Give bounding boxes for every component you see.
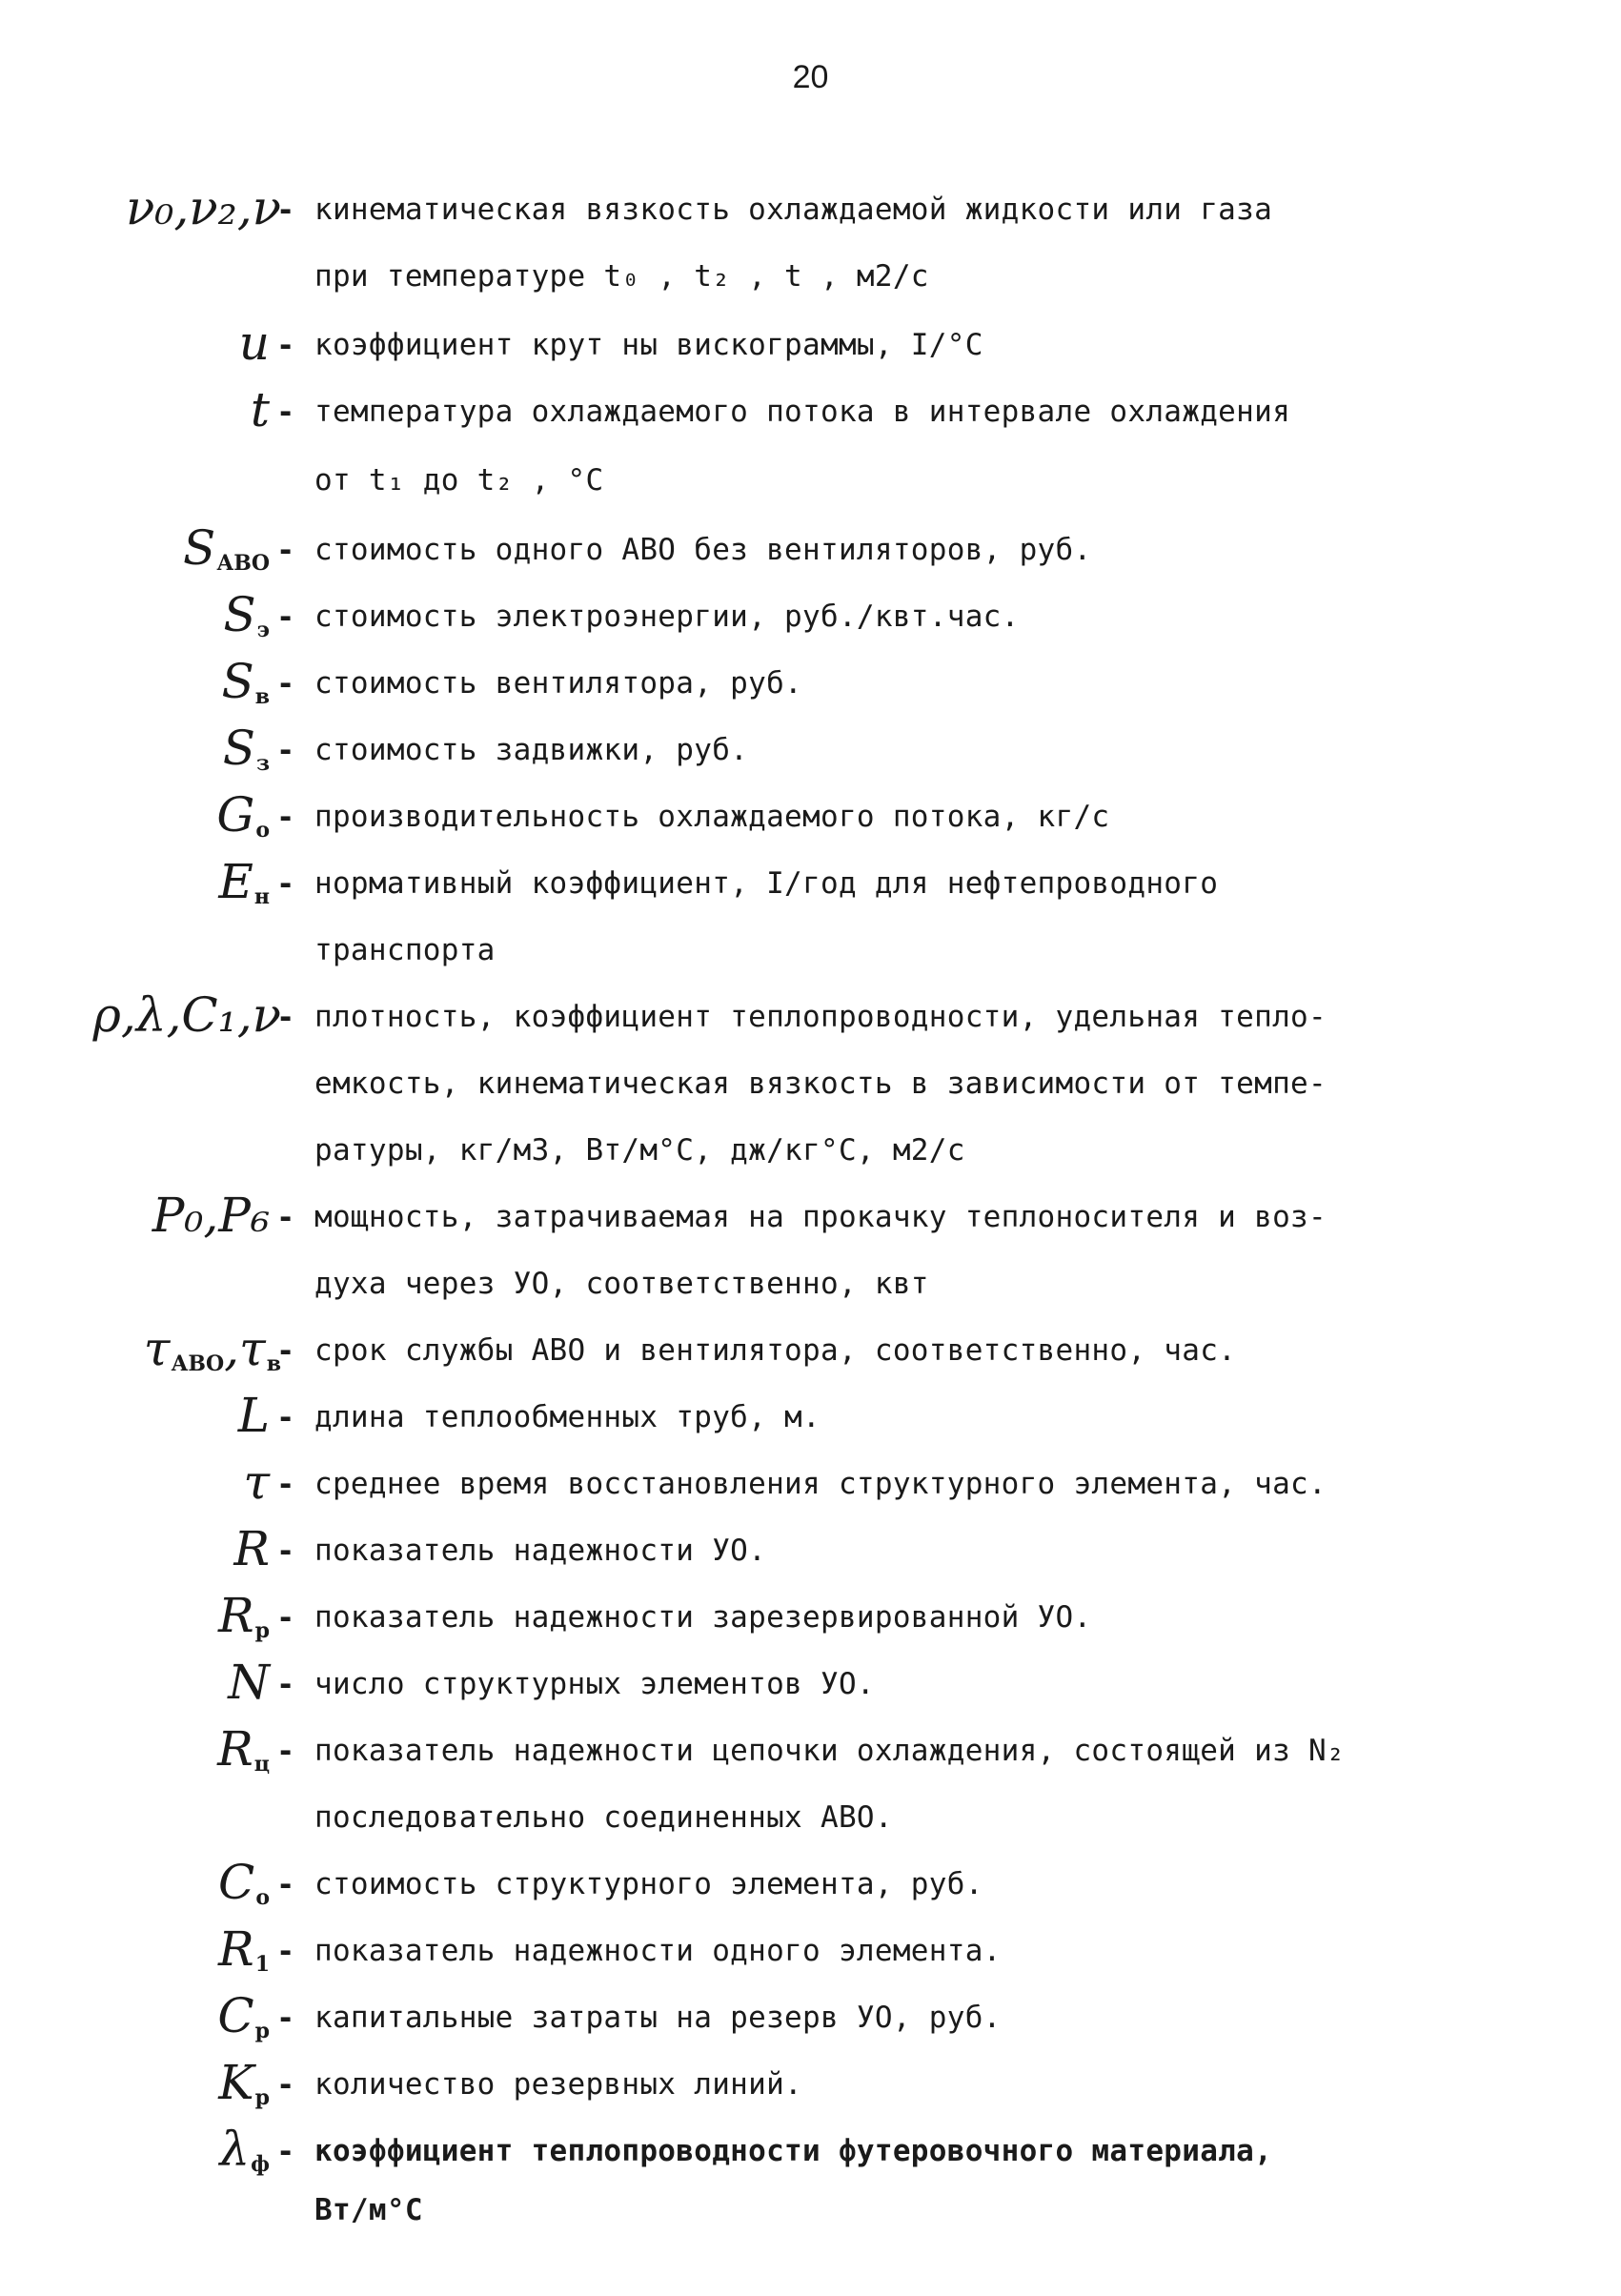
definition-line: показатель надежности цепочки охлаждения, состоящей из N₂ bbox=[314, 1734, 1345, 1768]
definition-line: кинематическая вязкость охлаждаемой жидкости или газа bbox=[314, 193, 1273, 227]
definition-line: показатель надежности одного элемента. bbox=[314, 1934, 1002, 1968]
symbol: N bbox=[228, 1655, 270, 1710]
definition-line: стоимость одного АВО без вентиляторов, руб. bbox=[314, 533, 1092, 567]
definition-line: число структурных элементов УО. bbox=[314, 1667, 875, 1701]
definition-line: длина теплообменных труб, м. bbox=[314, 1400, 821, 1434]
definition-line: духа через УО, соответственно, квт bbox=[314, 1267, 929, 1301]
symbol: $G_о$ bbox=[216, 787, 270, 843]
definition-line: коэффициент крут ны вискограммы, I/°C bbox=[314, 328, 983, 362]
symbol: R bbox=[233, 1521, 270, 1576]
symbol: $\lambda_ф$ bbox=[219, 2122, 270, 2177]
symbol: t bbox=[250, 382, 270, 437]
symbol: L bbox=[237, 1388, 270, 1443]
symbol: $S_в$ bbox=[221, 654, 270, 709]
symbol: u bbox=[238, 315, 270, 371]
symbol: ρ,λ,C₁,ν bbox=[92, 987, 281, 1043]
definition-line: последовательно соединенных АВО. bbox=[314, 1800, 893, 1835]
definition-line: срок службы АВО и вентилятора, соответственно, час. bbox=[314, 1333, 1237, 1368]
symbol: $R_р$ bbox=[217, 1588, 270, 1643]
symbol: ν₀,ν₂,ν bbox=[125, 180, 281, 235]
definition-line: температура охлаждаемого потока в интервале охлаждения bbox=[314, 395, 1291, 429]
definition-line: среднее время восстановления структурного элемента, час. bbox=[314, 1467, 1327, 1501]
symbol: $R_1$ bbox=[218, 1921, 270, 1977]
definition-line: плотность, коэффициент теплопроводности, удельная тепло- bbox=[314, 1000, 1327, 1034]
definition-line: стоимость структурного элемента, руб. bbox=[314, 1867, 983, 1901]
definition-line: транспорта bbox=[314, 933, 496, 967]
symbol: $\tau_{АВО},\tau_в$ bbox=[143, 1321, 281, 1376]
definition-line: капитальные затраты на резерв УО, руб. bbox=[314, 2001, 1002, 2035]
definition-line: от t₁ до t₂ , °C bbox=[314, 463, 604, 498]
symbol: P₀,P₆ bbox=[152, 1188, 270, 1243]
definition-line: емкость, кинематическая вязкость в зависимости от темпе- bbox=[314, 1067, 1327, 1101]
definition-line: нормативный коэффициент, I/год для нефтепроводного bbox=[314, 866, 1219, 901]
definition-line: показатель надежности зарезервированной УО. bbox=[314, 1600, 1092, 1635]
definition-line: показатель надежности УО. bbox=[314, 1534, 767, 1568]
definition-line: количество резервных линий. bbox=[314, 2067, 803, 2102]
definition-line: Вт/м°С bbox=[314, 2193, 423, 2227]
symbol: $S_з$ bbox=[222, 721, 270, 776]
definition-line: при температуре t₀ , t₂ , t , м2/с bbox=[314, 259, 929, 294]
page-number: 20 bbox=[792, 59, 829, 95]
definition-line: стоимость задвижки, руб. bbox=[314, 733, 749, 767]
definition-line: стоимость электроэнергии, руб./квт.час. bbox=[314, 599, 1020, 634]
symbol: $S_э$ bbox=[223, 587, 270, 642]
symbol: τ bbox=[243, 1454, 270, 1510]
definition-line: коэффициент теплопроводности футеровочного материала, bbox=[314, 2134, 1273, 2168]
symbol: $C_р$ bbox=[217, 1988, 270, 2043]
definition-line: производительность охлаждаемого потока, кг/с bbox=[314, 800, 1110, 834]
symbol: $C_о$ bbox=[218, 1855, 270, 1910]
definition-line: мощность, затрачиваемая на прокачку теплоносителя и воз- bbox=[314, 1200, 1327, 1234]
symbol: $S_{АВО}$ bbox=[183, 520, 270, 576]
definition-line: ратуры, кг/м3, Вт/м°С, дж/кг°С, м2/с bbox=[314, 1133, 965, 1168]
definition-line: стоимость вентилятора, руб. bbox=[314, 666, 803, 701]
symbol: $E_н$ bbox=[218, 854, 270, 909]
symbol: $K_р$ bbox=[218, 2055, 270, 2110]
symbol: $R_ц$ bbox=[217, 1721, 270, 1777]
